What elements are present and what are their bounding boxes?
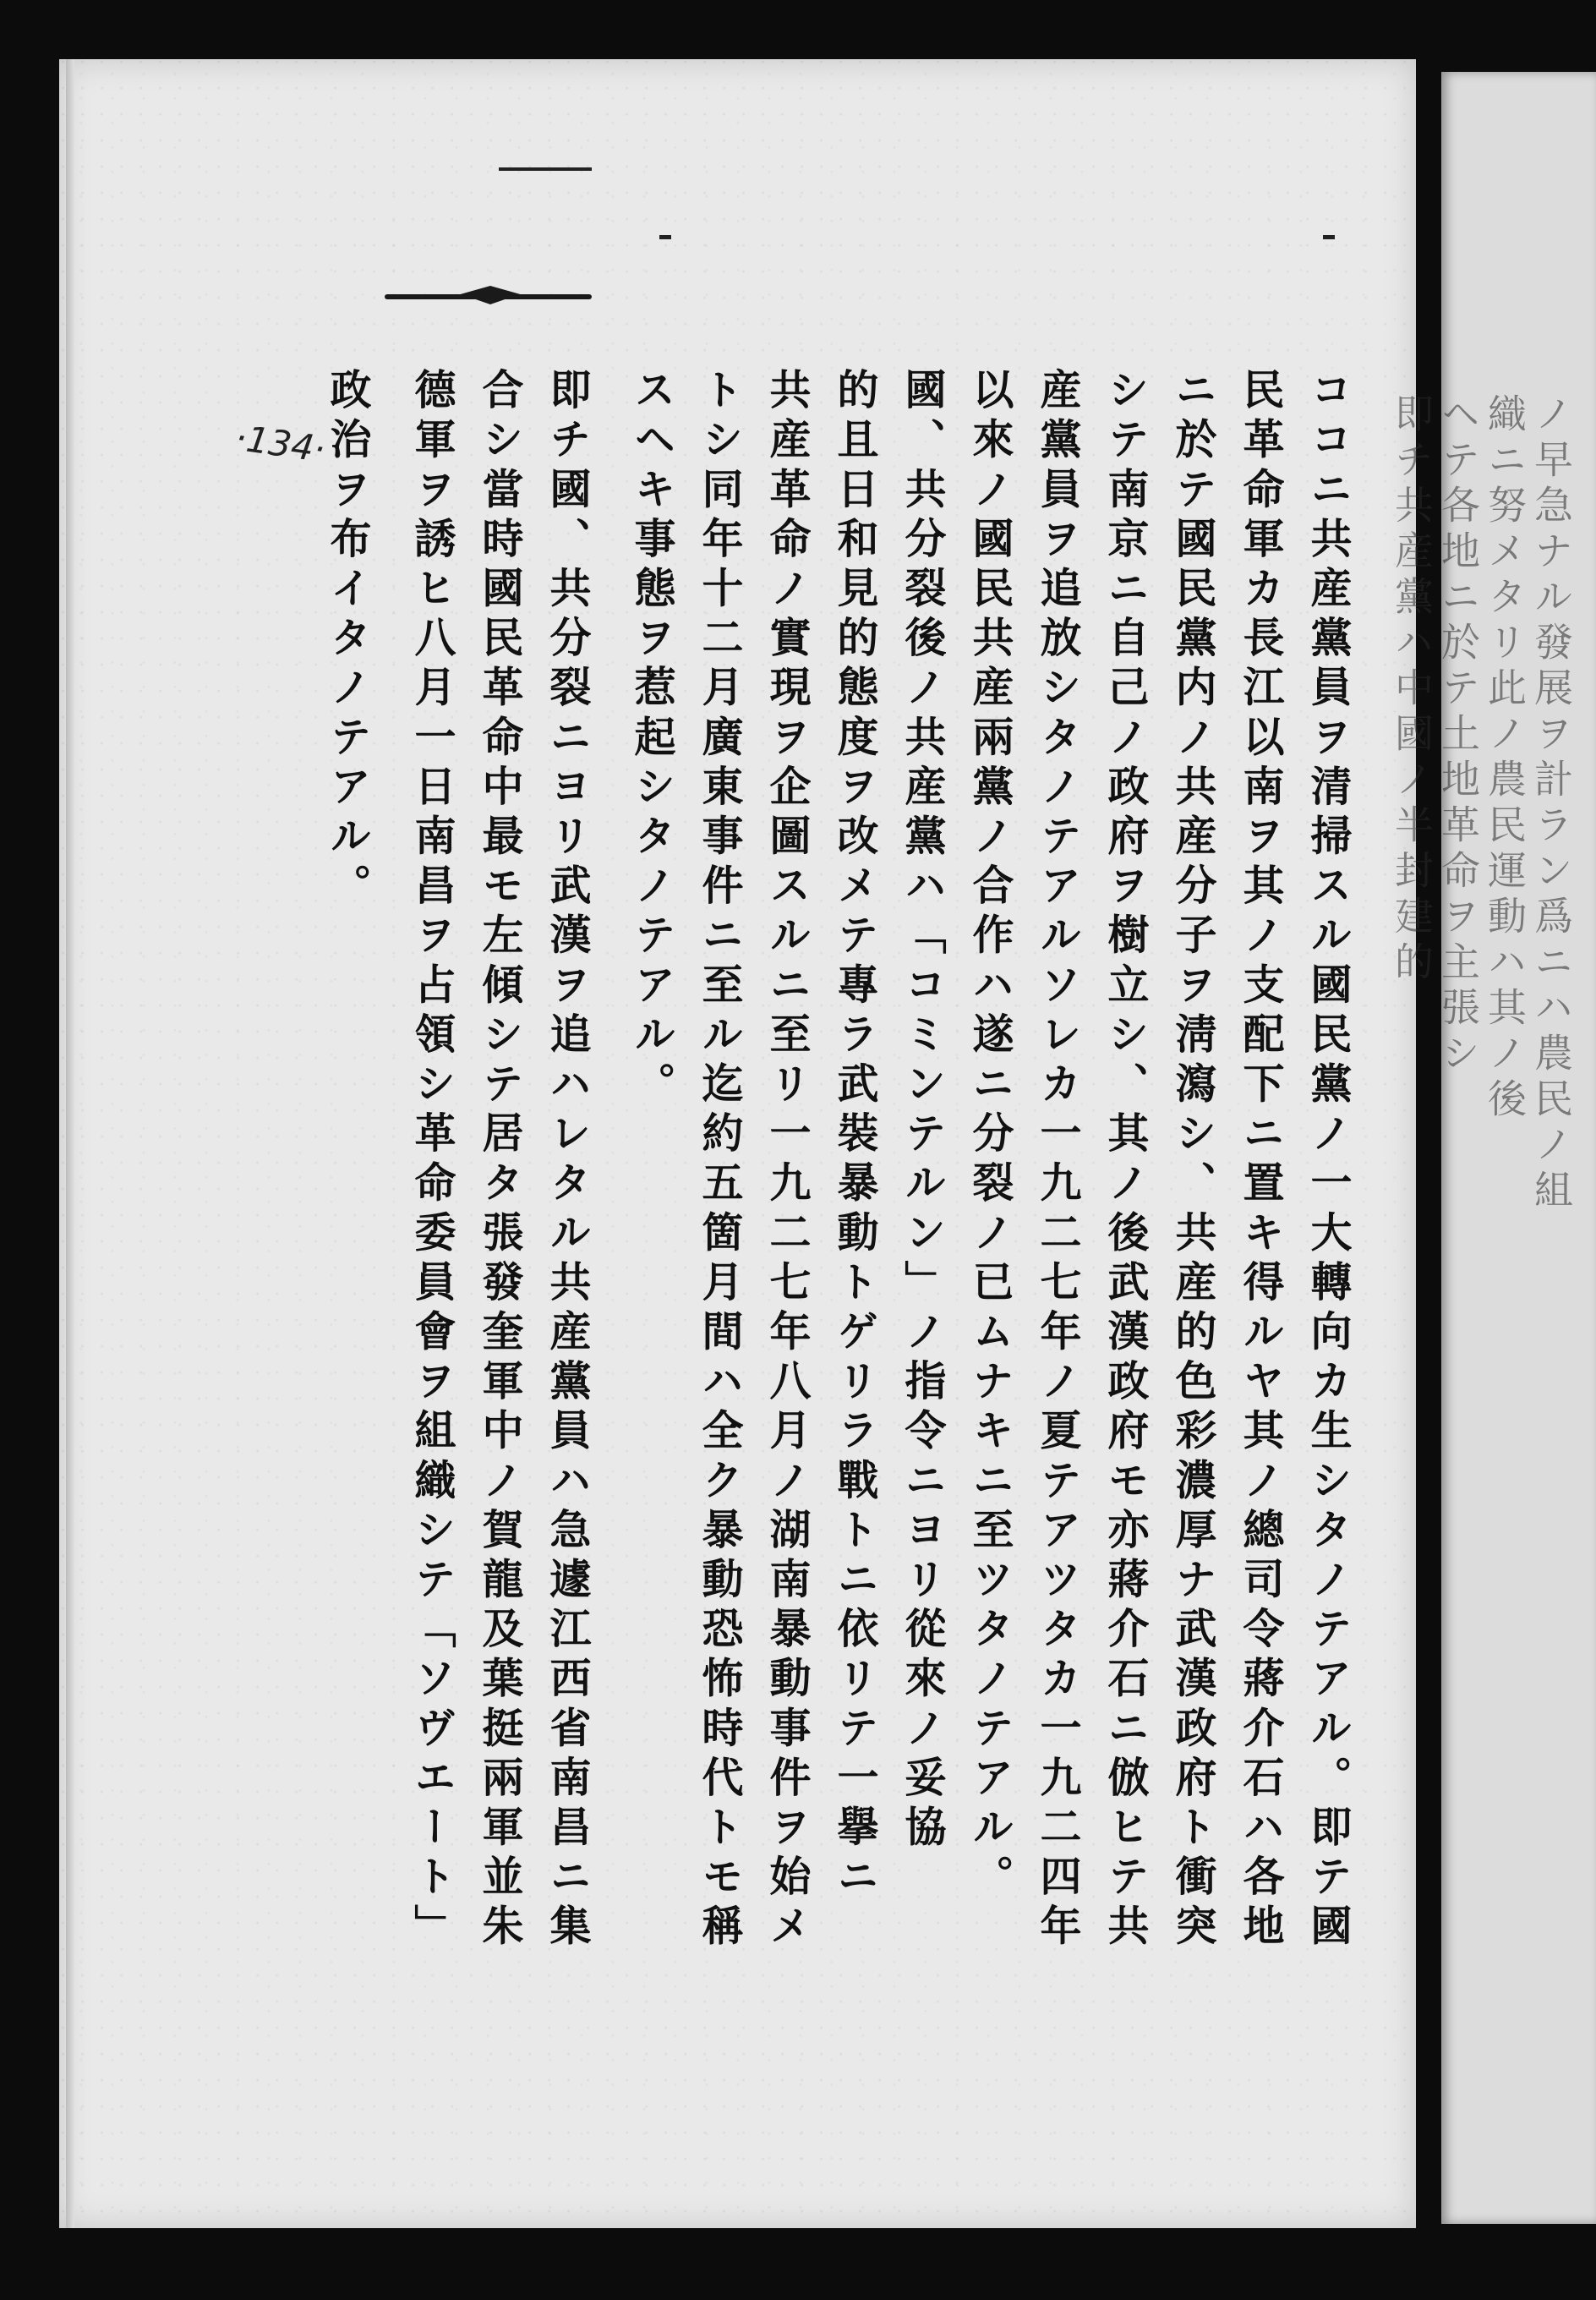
header-tick — [1323, 235, 1335, 239]
text-column: 國、共分裂後ノ共産黨ハ「コミンテルン」ノ指令ニヨリ從來ノ妥協 — [899, 368, 948, 1854]
text-column: 共産革命ノ實現ヲ企圖スルニ至リ一九二七年八月ノ湖南暴動事件ヲ始メ — [763, 368, 812, 1954]
text-column: 德軍ヲ誘ヒ八月一日南昌ヲ占領シ革命委員會ヲ組織シテ「ソヴエート」 — [408, 368, 457, 1954]
adjacent-text-column: 即チ共産黨ハ中國ノ半封建的 — [1389, 393, 1435, 987]
text-column: 合シ當時國民革命中最モ左傾シテ居タ張發奎軍中ノ賀龍及葉挺兩軍並朱 — [476, 368, 525, 1954]
page-number: ·134· — [232, 416, 328, 471]
ornamental-rule — [385, 294, 592, 299]
text-column: スヘキ事態ヲ惹起シタノテアル。 — [628, 368, 677, 1111]
document-page — [59, 59, 1416, 2228]
adjacent-page — [1389, 72, 1596, 2224]
text-column: 以來ノ國民共産兩黨ノ合作ハ遂ニ分裂ノ已ムナキニ至ツタノテアル。 — [966, 368, 1015, 1904]
text-column: 産黨員ヲ追放シタノテアルソレカ一九二七年ノ夏テアツタカ一九二四年 — [1034, 368, 1083, 1954]
text-column: ニ於テ國民黨内ノ共産分子ヲ淸瀉シ、共産的色彩濃厚ナ武漢政府ト衝突 — [1169, 368, 1218, 1954]
adjacent-text-column: 織ニ努メタリ此ノ農民運動ハ其ノ後 — [1482, 393, 1528, 1124]
header-dash — [499, 167, 592, 171]
text-column: 的且日和見的態度ヲ改メテ專ラ武裝暴動トゲリラ戰トニ依リテ一擧ニ — [831, 368, 880, 1904]
text-column: ココニ共産黨員ヲ清掃スル國民黨ノ一大轉向カ生シタノテアル。即テ國 — [1304, 368, 1353, 1954]
text-column: 即チ國、共分裂ニヨリ武漢ヲ追ハレタル共産黨員ハ急遽江西省南昌ニ集 — [544, 368, 593, 1954]
adjacent-text-column: ノ早急ナル發展ヲ計ラン爲ニハ農民ノ組 — [1528, 393, 1574, 1215]
text-column: トシ同年十二月廣東事件ニ至ル迄約五箇月間ハ全ク暴動恐怖時代トモ稱 — [696, 368, 745, 1954]
page-binding-edge — [66, 59, 74, 2228]
text-column: シテ南京ニ自己ノ政府ヲ樹立シ、其ノ後武漢政府モ亦蔣介石ニ倣ヒテ共 — [1101, 368, 1151, 1954]
text-column: 政治ヲ布イタノテアル。 — [324, 368, 373, 913]
text-column: 民革命軍カ長江以南ヲ其ノ支配下ニ置キ得ルヤ其ノ總司令蔣介石ハ各地 — [1237, 368, 1286, 1954]
header-tick — [659, 235, 671, 239]
adjacent-text-column: ヘテ各地ニ於テ土地革命ヲ主張シ — [1435, 393, 1481, 1078]
